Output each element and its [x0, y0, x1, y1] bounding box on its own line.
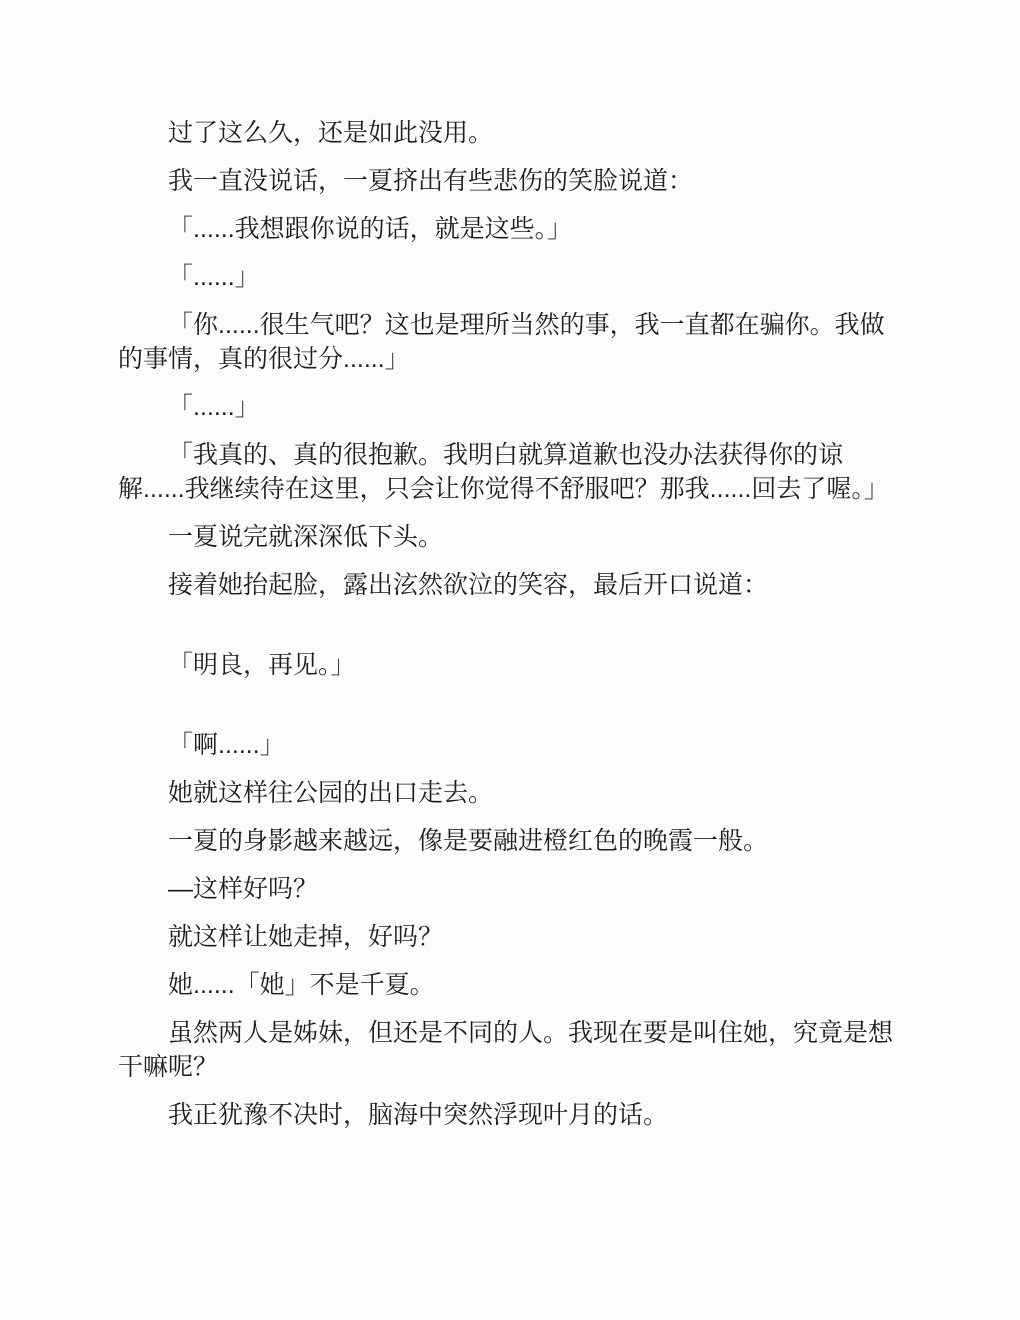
paragraph: 接着她抬起脸，露出泫然欲泣的笑容，最后开口说道： [168, 571, 769, 599]
paragraph: 「......」 [168, 263, 260, 291]
paragraph: 一夏的身影越来越远，像是要融进橙红色的晚霞一般。 [168, 827, 769, 855]
paragraph: 她......「她」不是千夏。 [168, 971, 435, 999]
paragraph: —这样好吗？ [168, 875, 319, 903]
paragraph: 「明良，再见。」 [168, 651, 356, 679]
paragraph: 「......我想跟你说的话，就是这些。」 [168, 215, 573, 243]
paragraph: 她就这样往公园的出口走去。 [168, 779, 494, 807]
paragraph: 虽然两人是姊妹，但还是不同的人。我现在要是叫住她，究竟是想干嘛呢？ [118, 1019, 894, 1081]
paragraph: 「你......很生气吧？这也是理所当然的事，我一直都在骗你。我做的事情，真的很过分......」 [118, 311, 885, 373]
paragraph: 我一直没说话，一夏挤出有些悲伤的笑脸说道： [168, 167, 694, 195]
paragraph: 我正犹豫不决时，脑海中突然浮现叶月的话。 [168, 1101, 669, 1129]
text-column [118, 116, 908, 1146]
paragraph: 一夏说完就深深低下头。 [168, 523, 444, 551]
paragraph: 「......」 [168, 393, 260, 421]
paragraph: 就这样让她走掉，好吗？ [168, 923, 444, 951]
paragraph: 过了这么久，还是如此没用。 [168, 119, 494, 147]
paragraph: 「啊......」 [168, 731, 285, 759]
paragraph: 「我真的、真的很抱歉。我明白就算道歉也没办法获得你的谅解......我继续待在这里，只会让你觉得不舒服吧？那我......回去了喔。」 [118, 441, 889, 503]
